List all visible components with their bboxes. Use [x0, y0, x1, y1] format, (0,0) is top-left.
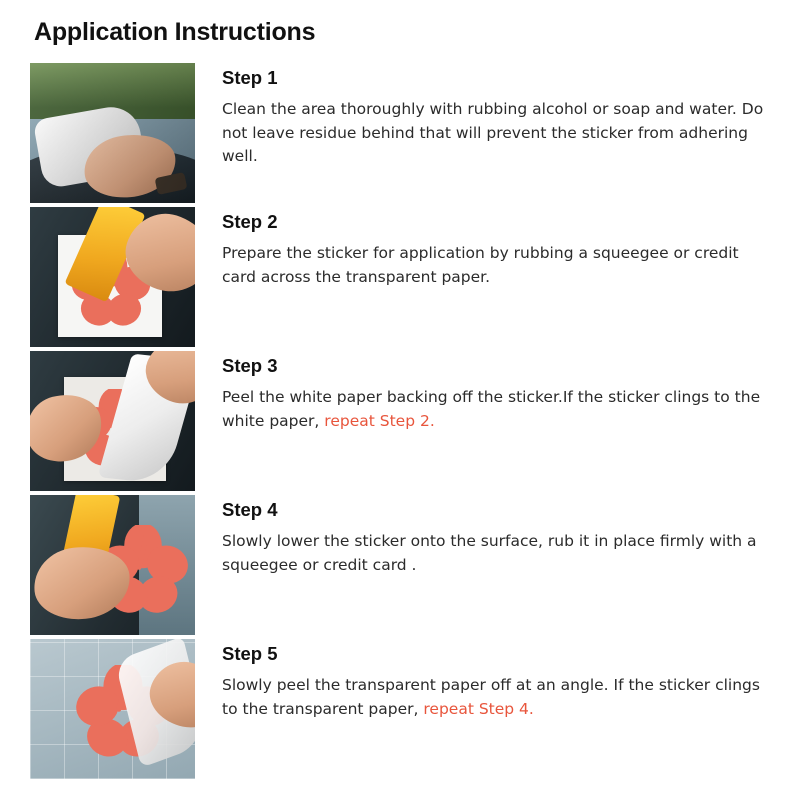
steps-list [30, 63, 770, 783]
step-body: Prepare the sticker for application by rubbing a squeegee or credit card across the transparent paper. [222, 244, 739, 286]
list-item [30, 351, 770, 491]
list-item [30, 495, 770, 635]
step-text-block [195, 639, 770, 721]
list-item [30, 207, 770, 347]
step-accent-text: repeat Step 2. [324, 411, 435, 430]
step-label: Step 5 [222, 643, 278, 664]
step-text-block [195, 351, 770, 433]
peeling-transparent-paper-at-angle-photo [30, 639, 195, 779]
rubbing-decal-with-yellow-squeegee-photo [30, 207, 195, 347]
step-body: Slowly peel the transparent paper off at an angle. If the sticker clings to the transparent paper, repeat Step 4. [222, 676, 760, 718]
step-label: Step 2 [222, 211, 278, 232]
list-item [30, 63, 770, 203]
step-label: Step 1 [222, 67, 278, 88]
list-item [30, 639, 770, 779]
step-body: Clean the area thoroughly with rubbing alcohol or soap and water. Do not leave residue behind that will prevent the sticker from adhering well. [222, 100, 764, 166]
step-text-block [195, 495, 770, 577]
wiping-window-with-cloth-photo [30, 63, 195, 203]
step-body: Slowly lower the sticker onto the surface, rub it in place firmly with a squeegee or credit card . [222, 532, 757, 574]
step-accent-text: repeat Step 4. [423, 699, 534, 718]
peeling-white-backing-paper-photo [30, 351, 195, 491]
step-text-block [195, 63, 770, 169]
page-title: Application Instructions [34, 18, 316, 46]
step-text-block [195, 207, 770, 289]
step-body: Peel the white paper backing off the sticker.If the sticker clings to the white paper, repeat Step 2. [222, 388, 761, 430]
step-label: Step 3 [222, 355, 278, 376]
lowering-decal-onto-glass-photo [30, 495, 195, 635]
step-label: Step 4 [222, 499, 278, 520]
